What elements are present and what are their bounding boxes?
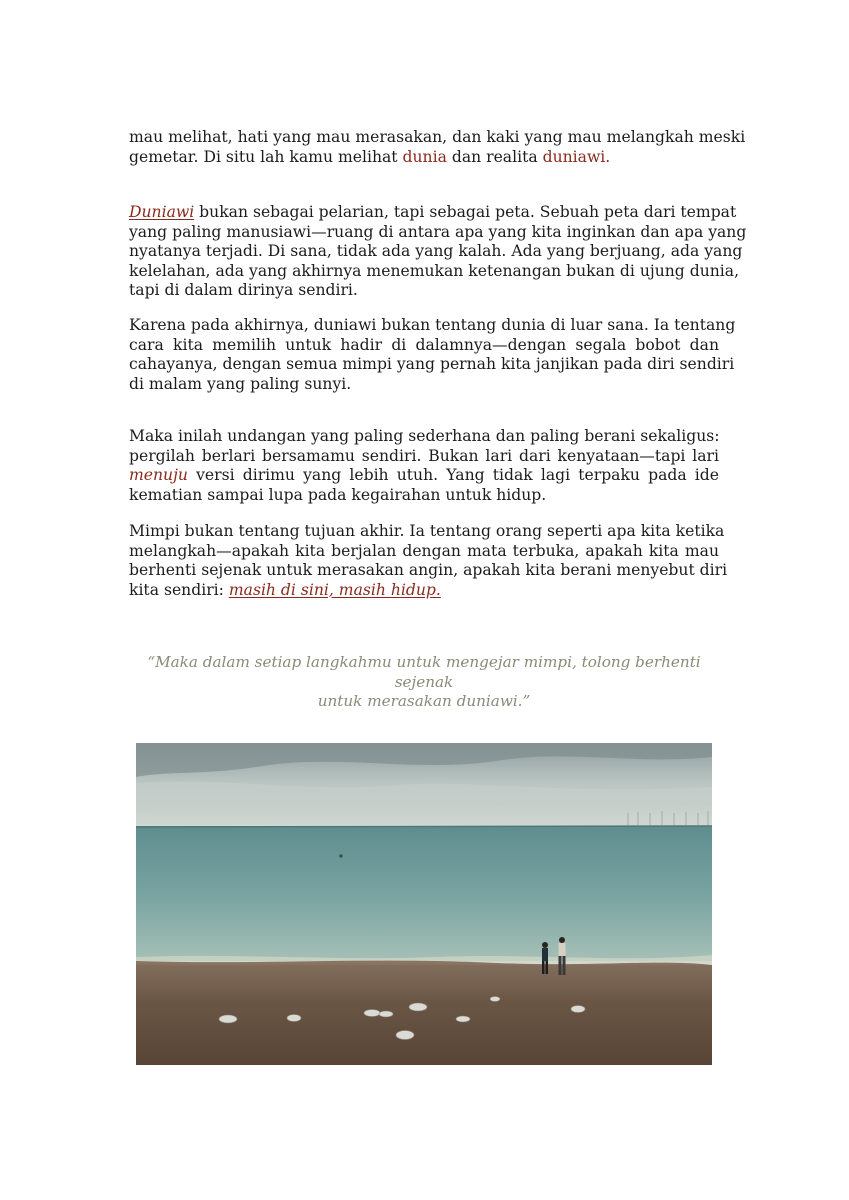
paragraph-5-line-3: berhenti sejenak untuk merasakan angin, apakah kita berani menyebut diri [129, 561, 728, 579]
paragraph-2 [129, 203, 747, 301]
paragraph-3 [129, 316, 736, 394]
paragraph-2-line-2: yang paling manusiawi—ruang di antara apa yang kita inginkan dan apa yang [129, 222, 747, 241]
text-run: . [605, 147, 611, 166]
paragraph-3-line-4: di malam yang paling sunyi. [129, 374, 352, 393]
beach-photo [136, 743, 712, 1065]
masih-hidup-link[interactable]: masih di sini, masih hidup. [228, 580, 441, 599]
text-run: dan realita [446, 147, 543, 166]
horizon [136, 826, 712, 827]
paragraph-5-line-1: Mimpi bukan tentang tujuan akhir. Ia tentang orang seperti apa kita ketika [129, 522, 725, 540]
paragraph-2-line-4: kelelahan, ada yang akhirnya menemukan ketenangan bukan di ujung dunia, [129, 261, 740, 280]
buoy [339, 854, 342, 857]
text-run: bukan sebagai pelarian, tapi sebagai peta. Sebuah peta dari tempat [194, 203, 737, 221]
paragraph-1-line-2 [129, 148, 719, 168]
duniawi-link[interactable]: duniawi [542, 147, 606, 166]
paragraph-4-line-1: Maka inilah undangan yang paling sederhana dan paling berani sekaligus: [129, 427, 720, 445]
paragraph-1-line-1: mau melihat, hati yang mau merasakan, dan kaki yang mau melangkah meski [129, 128, 746, 146]
beach-photo-illustration [136, 743, 712, 1065]
paragraph-4 [129, 427, 719, 505]
paragraph-3-line-1: Karena pada akhirnya, duniawi bukan tentang dunia di luar sana. Ia tentang [129, 316, 736, 334]
paragraph-4-line-4: kematian sampai lupa pada kegairahan untuk hidup. [129, 485, 547, 504]
sea [136, 826, 712, 961]
text-run: kita sendiri: [129, 580, 229, 599]
paragraph-5 [129, 522, 728, 600]
paragraph-2-line-1 [129, 203, 737, 223]
text-run: versi dirimu yang lebih utuh. Yang tidak lagi terpaku pada ide [187, 466, 719, 484]
paragraph-1 [129, 128, 746, 167]
paragraph-4-line-2: pergilah berlari bersamamu sendiri. Bukan lari dari kenyataan—tapi lari [129, 446, 719, 465]
pull-quote [129, 653, 719, 712]
paragraph-4-line-3 [129, 466, 719, 486]
paragraph-3-line-3: cahayanya, dengan semua mimpi yang pernah kita janjikan pada diri sendiri [129, 355, 735, 373]
dunia-link[interactable]: dunia [402, 147, 447, 166]
duniawi-title-link[interactable]: Duniawi [129, 203, 195, 221]
text-run: gemetar. Di situ lah kamu melihat [129, 147, 403, 166]
paragraph-5-line-4 [129, 581, 719, 601]
paragraph-3-line-2: cara kita memilih untuk hadir di dalamnya—dengan segala bobot dan [129, 335, 719, 354]
paragraph-2-line-3: nyatanya terjadi. Di sana, tidak ada yang kalah. Ada yang berjuang, ada yang [129, 242, 743, 260]
paragraph-5-line-2: melangkah—apakah kita berjalan dengan mata terbuka, apakah kita mau [129, 541, 719, 560]
pull-quote-line-2: untuk merasakan duniawi.” [317, 692, 531, 710]
pull-quote-line-1: “Maka dalam setiap langkahmu untuk mengejar mimpi, tolong berhenti sejenak [147, 653, 701, 691]
paragraph-2-line-5: tapi di dalam dirinya sendiri. [129, 281, 358, 299]
beach [136, 965, 712, 1065]
menuju-emphasis: menuju [129, 466, 188, 484]
